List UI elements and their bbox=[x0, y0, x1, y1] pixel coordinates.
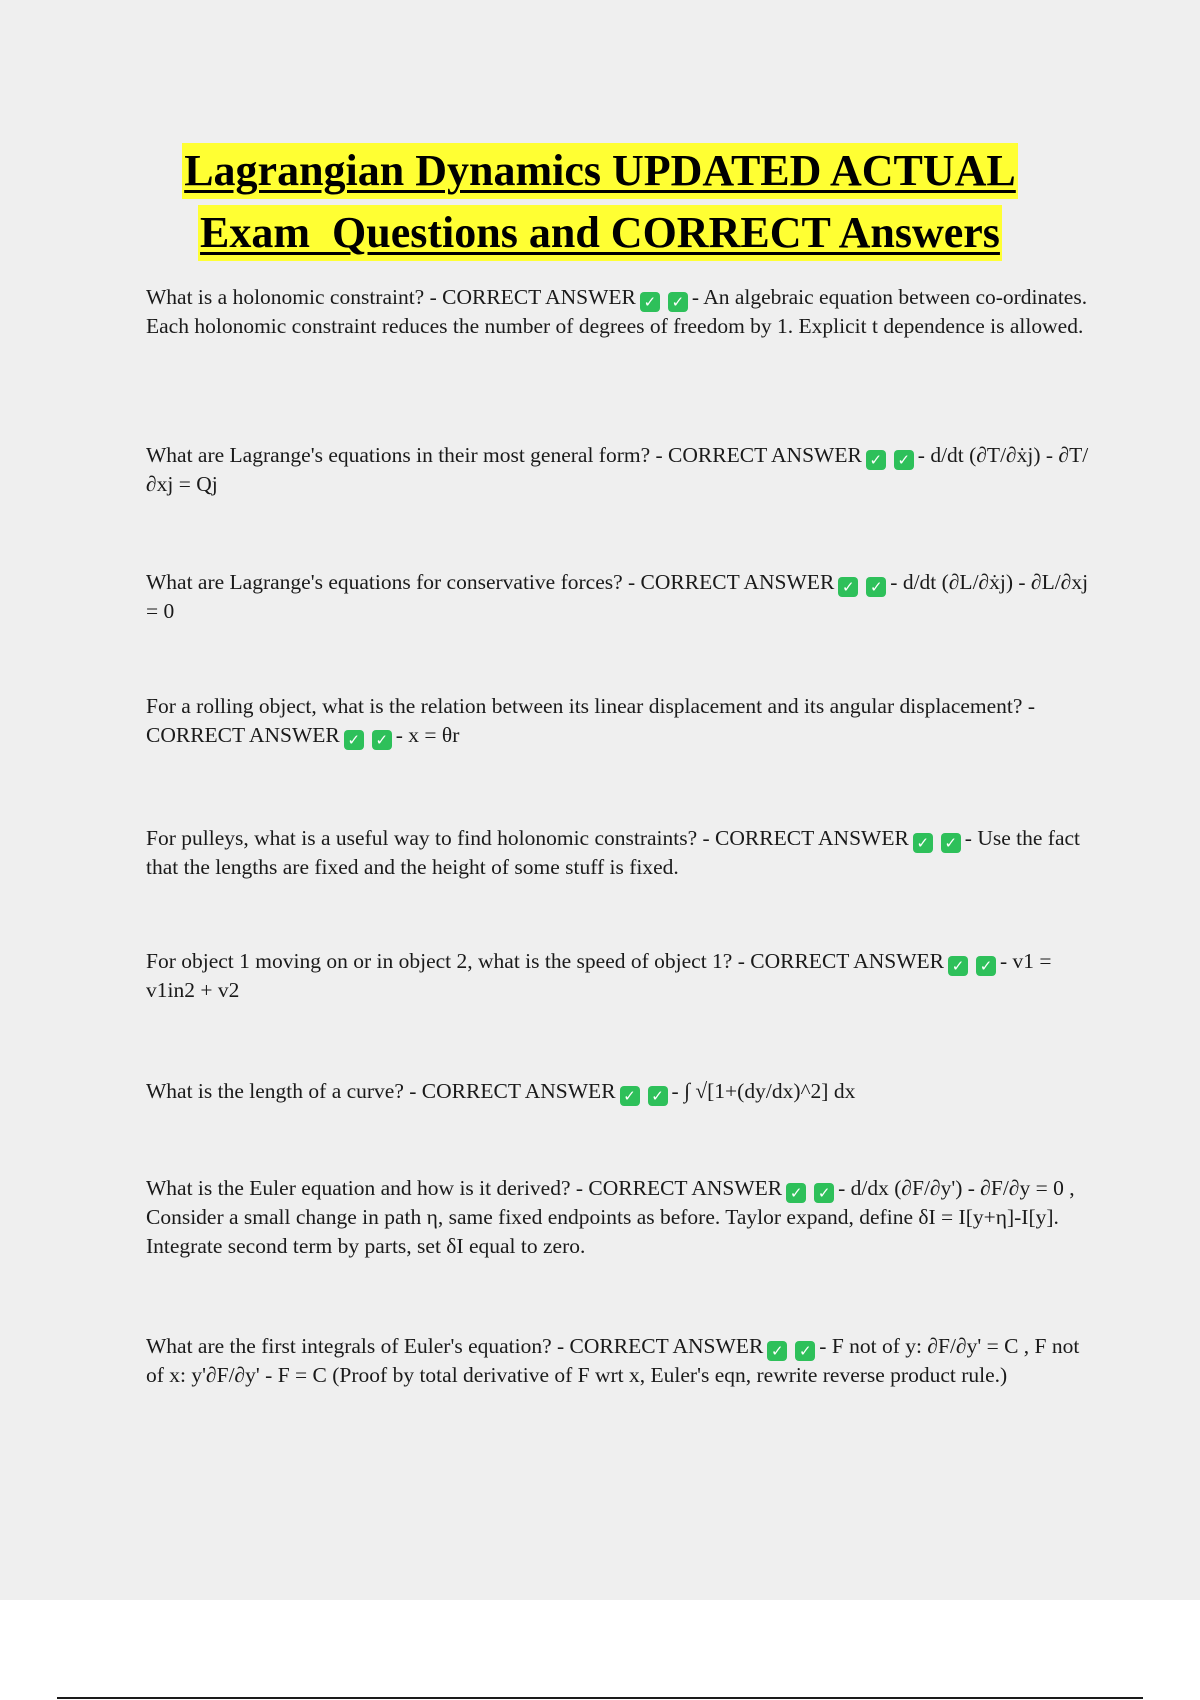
check-mark-icon: ✓ bbox=[640, 292, 660, 312]
qa-item bbox=[146, 1174, 1092, 1261]
check-mark-icon: ✓ bbox=[894, 450, 914, 470]
qa-item bbox=[146, 1077, 1092, 1106]
answer-text: - d/dx (∂F/∂y') - ∂F/∂y = 0 , Consider a small change in path η, same fixed endpoints as before. Taylor expand, define δI = I[y+η]-I[y]. Integrate second term by parts, set δI equal to zero. bbox=[146, 1176, 1075, 1258]
check-mark-icon: ✓ bbox=[913, 833, 933, 853]
answer-text: - An algebraic equation between co-ordinates. Each holonomic constraint reduces the number of degrees of freedom by 1. Explicit t dependence is allowed. bbox=[146, 285, 1088, 338]
check-mark-icon: ✓ bbox=[786, 1183, 806, 1203]
answer-text: - v1 = v1in2 + v2 bbox=[146, 949, 1052, 1002]
check-mark-icon: ✓ bbox=[668, 292, 688, 312]
check-mark-icon: ✓ bbox=[767, 1341, 787, 1361]
check-mark-icon: ✓ bbox=[372, 730, 392, 750]
check-mark-icon: ✓ bbox=[948, 956, 968, 976]
check-mark-icon: ✓ bbox=[941, 833, 961, 853]
qa-item bbox=[146, 568, 1092, 626]
check-mark-icon: ✓ bbox=[866, 450, 886, 470]
qa-item bbox=[146, 441, 1092, 499]
qa-item bbox=[146, 824, 1092, 882]
check-mark-icon: ✓ bbox=[866, 577, 886, 597]
question-text: What is a holonomic constraint? - CORRECT ANSWER bbox=[146, 285, 636, 309]
question-text: What are Lagrange's equations for conservative forces? - CORRECT ANSWER bbox=[146, 570, 835, 594]
answer-text: - ∫ √[1+(dy/dx)^2] dx bbox=[671, 1079, 856, 1103]
answer-text: - d/dt (∂T/∂ẋj) - ∂T/∂xj = Qj bbox=[146, 443, 1089, 496]
question-text: For a rolling object, what is the relation between its linear displacement and its angular displacement? - CORRECT ANSWER bbox=[146, 694, 1035, 747]
answer-text: - Use the fact that the lengths are fixed and the height of some stuff is fixed. bbox=[146, 826, 1081, 879]
qa-item bbox=[146, 692, 1092, 750]
question-text: What is the length of a curve? - CORRECT ANSWER bbox=[146, 1079, 616, 1103]
title-line-2: Exam Questions and CORRECT Answers bbox=[198, 205, 1002, 261]
qa-item bbox=[146, 1332, 1092, 1390]
check-mark-icon: ✓ bbox=[976, 956, 996, 976]
title-line-1: Lagrangian Dynamics UPDATED ACTUAL bbox=[182, 143, 1018, 199]
answer-text: - d/dt (∂L/∂ẋj) - ∂L/∂xj = 0 bbox=[146, 570, 1089, 623]
question-text: For object 1 moving on or in object 2, what is the speed of object 1? - CORRECT ANSWER bbox=[146, 949, 944, 973]
check-mark-icon: ✓ bbox=[344, 730, 364, 750]
check-mark-icon: ✓ bbox=[838, 577, 858, 597]
question-text: What are the first integrals of Euler's equation? - CORRECT ANSWER bbox=[146, 1334, 764, 1358]
check-mark-icon: ✓ bbox=[795, 1341, 815, 1361]
qa-item bbox=[146, 947, 1092, 1005]
answer-text: - F not of y: ∂F/∂y' = C , F not of x: y'∂F/∂y' - F = C (Proof by total derivative of F wrt x, Euler's eqn, rewrite reverse product rule.) bbox=[146, 1334, 1080, 1387]
question-text: What are Lagrange's equations in their most general form? - CORRECT ANSWER bbox=[146, 443, 862, 467]
document-title bbox=[0, 143, 1200, 267]
question-text: What is the Euler equation and how is it derived? - CORRECT ANSWER bbox=[146, 1176, 783, 1200]
check-mark-icon: ✓ bbox=[814, 1183, 834, 1203]
check-mark-icon: ✓ bbox=[620, 1086, 640, 1106]
question-text: For pulleys, what is a useful way to find holonomic constraints? - CORRECT ANSWER bbox=[146, 826, 909, 850]
answer-text: - x = θr bbox=[395, 723, 460, 747]
footer-divider bbox=[57, 1697, 1143, 1699]
qa-item bbox=[146, 283, 1092, 341]
check-mark-icon: ✓ bbox=[648, 1086, 668, 1106]
